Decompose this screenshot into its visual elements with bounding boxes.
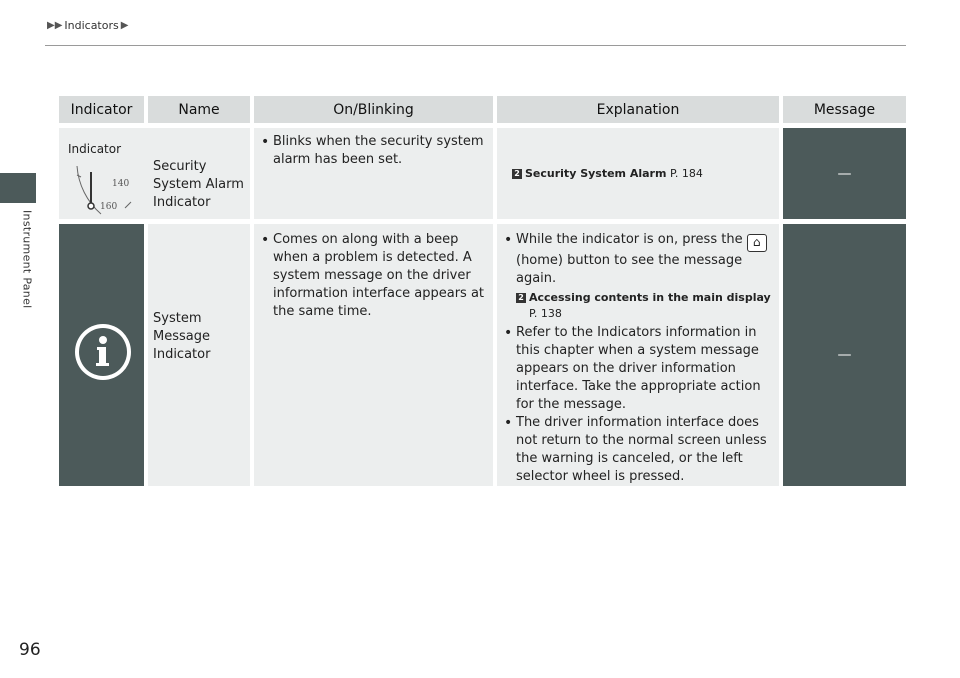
xref-title[interactable]: Accessing contents in the main display [529, 291, 771, 304]
list-item: • Comes on along with a beep when a problem is detected. A system message on the driver information interface appears at the same time. [258, 231, 489, 321]
security-alarm-message: — [783, 128, 906, 219]
table-header-row [59, 96, 906, 123]
breadcrumb-arrow-icon: ▶ [120, 20, 129, 31]
list-item: • Refer to the Indicators information in this chapter when a system message appears on the driver information interface. Take the appropriate action for the message. [501, 324, 775, 414]
xref-accessing-contents[interactable] [501, 290, 775, 322]
list-item: • Blinks when the security system alarm has been set. [258, 133, 489, 169]
security-alarm-name: Security System Alarm Indicator [148, 128, 254, 219]
security-alarm-on-blinking [254, 128, 497, 219]
system-message-message: — [783, 224, 906, 486]
security-alarm-explanation [497, 128, 783, 219]
section-tab [0, 173, 36, 203]
table-row [59, 224, 906, 486]
indicator-caption: Indicator [68, 142, 122, 156]
xref-arrow-icon: 2 [512, 169, 522, 179]
xref-page[interactable]: P. 184 [669, 167, 703, 180]
breadcrumb-current[interactable]: Indicators [64, 19, 119, 32]
indicator-table [59, 96, 906, 486]
xref-title[interactable]: Security System Alarm [525, 167, 667, 180]
header-on-blinking: On/Blinking [254, 96, 497, 123]
header-explanation: Explanation [497, 96, 783, 123]
section-label [21, 210, 33, 310]
page-number: 96 [19, 640, 41, 660]
xref-security-alarm[interactable] [497, 166, 779, 182]
system-message-on-blinking [254, 224, 497, 486]
header-indicator: Indicator [59, 96, 148, 123]
security-alarm-indicator-cell [59, 128, 148, 219]
section-label-text: Instrument Panel [20, 210, 34, 309]
list-item: • While the indicator is on, press the ⌂ (home) button to see the message again. [501, 231, 775, 288]
info-icon [59, 243, 148, 461]
xref-arrow-icon: 2 [516, 293, 526, 303]
breadcrumb-arrow-icon: ▶▶ [47, 20, 63, 31]
system-message-name: System Message Indicator [148, 224, 254, 486]
home-icon[interactable]: ⌂ [747, 234, 767, 252]
system-message-indicator-cell [59, 224, 148, 486]
header-name: Name [148, 96, 254, 123]
table-row [59, 128, 906, 219]
gauge-tick-140: 140 [112, 179, 130, 189]
gauge-tick-160: 160 [100, 202, 118, 212]
xref-page[interactable]: P. 138 [529, 307, 562, 320]
list-item: • The driver information interface does not return to the normal screen unless the warning is canceled, or the left selector wheel is pressed. [501, 414, 775, 486]
header-rule [45, 45, 906, 46]
breadcrumb [47, 19, 128, 32]
system-message-explanation [497, 224, 783, 486]
header-message: Message [783, 96, 906, 123]
